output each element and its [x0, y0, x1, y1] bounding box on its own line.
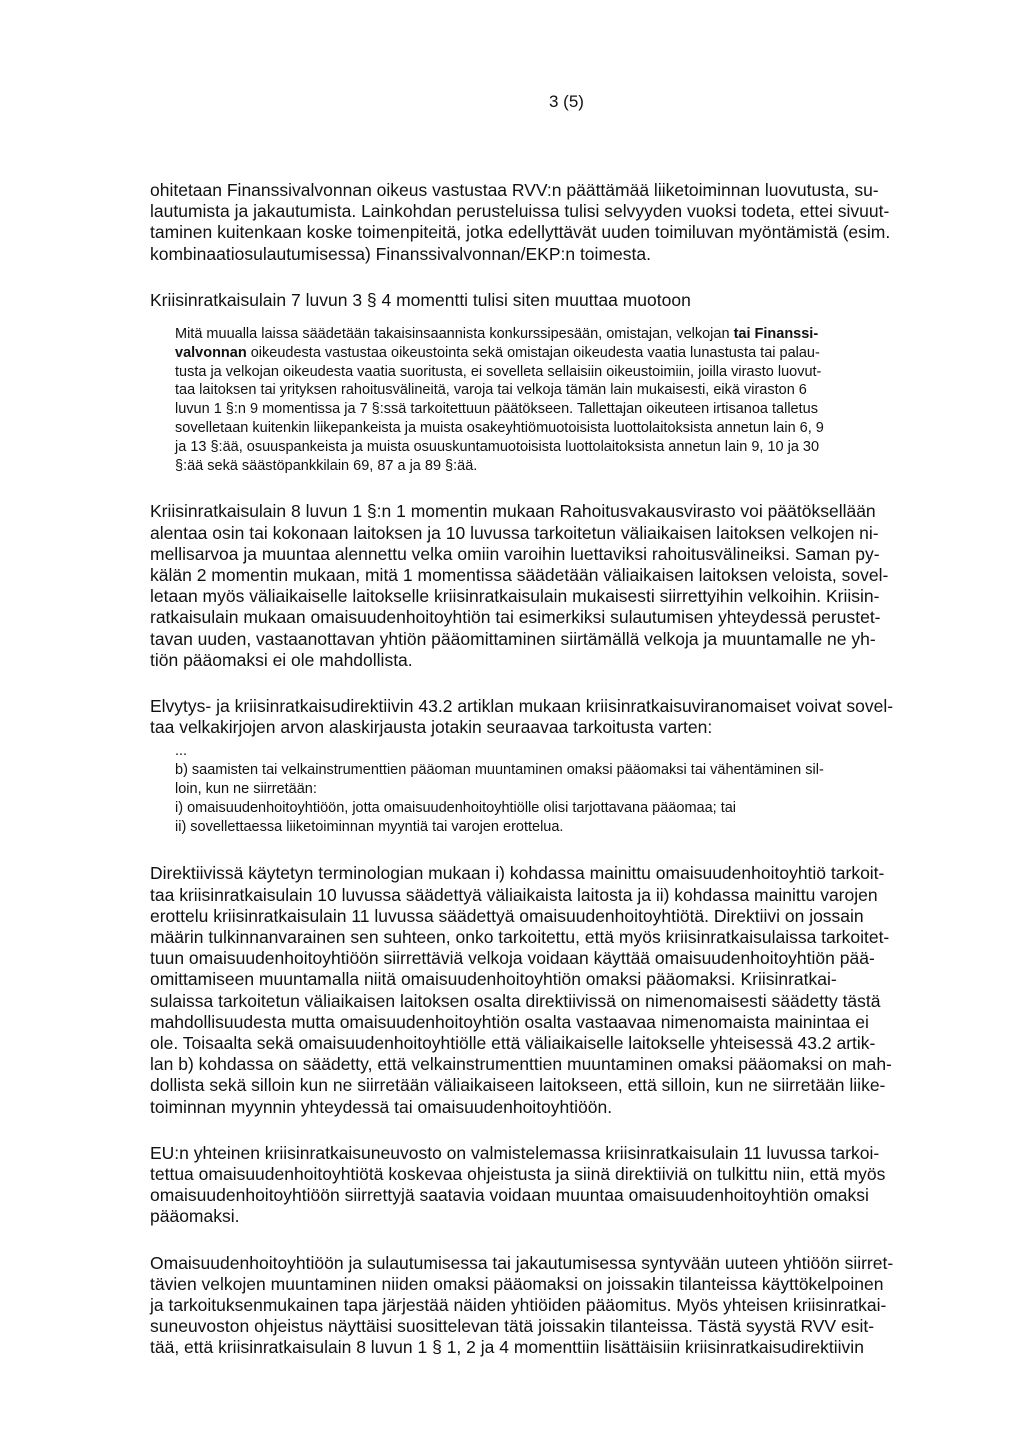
text-line: lautumista ja jakautumista. Lainkohdan perusteluissa tulisi selvyyden vuoksi todeta, ettei sivuut-: [150, 201, 890, 222]
text-run: oikeudesta vastustaa oikeustointa sekä omistajan oikeudesta vaatia lunastusta tai palau-: [246, 344, 820, 361]
text-line: letaan myös väliaikaiselle laitokselle kriisinratkaisulain mukaisesti siirrettyihin velkoihin. Kriisin-: [150, 586, 880, 607]
paragraph-4: [150, 863, 928, 1117]
text-line: lan b) kohdassa on säädetty, että velkainstrumenttien muuntaminen omaksi pääomaksi on mah-: [150, 1054, 892, 1075]
text-line: määrin tulkinnanvarainen sen suhteen, onko tarkoitettu, että myös kriisinratkaisulaissa tarkoitet-: [150, 927, 890, 948]
text-line: dollista sekä silloin kun ne siirretään väliaikaiseen laitokseen, että silloin, kun ne siirretään liike-: [150, 1075, 886, 1096]
text-line: mahdollisuudesta mutta omaisuudenhoitoyhtiön osalta vastaavaa nimenomaista mainintaa ei: [150, 1011, 869, 1032]
paragraph-1: [150, 180, 928, 265]
text-line: omaisuudenhoitoyhtiöön siirrettyjä saatavia voidaan muuntaa omaisuudenhoitoyhtiön omaksi: [150, 1185, 869, 1206]
text-line: Kriisinratkaisulain 7 luvun 3 § 4 momentti tulisi siten muuttaa muotoon: [150, 289, 691, 310]
amendment-intro: [150, 290, 928, 311]
text-line: ratkaisulain mukaan omaisuudenhoitoyhtiön tai esimerkiksi sulautumisen yhteydessä perustet-: [150, 607, 881, 628]
text-line: alentaa osin tai kokonaan laitoksen ja 10 luvussa tarkoitetun väliaikaisen laitoksen velkojen ni-: [150, 522, 879, 543]
text-line: EU:n yhteinen kriisinratkaisuneuvosto on valmistelemassa kriisinratkaisulain 11 luvussa tarkoi-: [150, 1142, 880, 1163]
text-line: b) saamisten tai velkainstrumenttien pääoman muuntaminen omaksi pääomaksi tai vähentäminen sil-: [175, 762, 824, 779]
paragraph-6: [150, 1253, 928, 1359]
directive-quote: [175, 742, 928, 836]
text-line: omittamiseen muuntamalla niitä omaisuudenhoitoyhtiön omaksi pääomaksi. Kriisinratkai-: [150, 969, 837, 990]
text-line: i) omaisuudenhoitoyhtiöön, jotta omaisuudenhoitoyhtiölle olisi tarjottavana pääomaa; tai: [175, 799, 737, 816]
text-line: kälän 2 momentin mukaan, mitä 1 momentissa säädetään väliaikaisen laitoksen veloista, sovel-: [150, 565, 889, 585]
text-line: tusta ja velkojan oikeudesta vaatia suoritusta, ei sovelleta sellaisiin oikeustoimiin, joilla virasto luovut-: [175, 363, 822, 380]
text-line: Direktiivissä käytetyn terminologian mukaan i) kohdassa mainittu omaisuudenhoitoyhtiö tarkoit-: [150, 863, 885, 884]
paragraph-3: [150, 696, 928, 738]
text-line: tuun omaisuudenhoitoyhtiöön siirrettäviä velkoja voidaan käyttää omaisuudenhoitoyhtiön pää-: [150, 948, 875, 969]
text-line: ii) sovellettaessa liiketoiminnan myyntiä tai varojen erottelua.: [175, 818, 564, 835]
text-line: taa kriisinratkaisulain 10 luvussa säädettyä väliaikaista laitosta ja ii) kohdassa mainittu varojen: [150, 884, 878, 905]
text-line: Kriisinratkaisulain 8 luvun 1 §:n 1 momentin mukaan Rahoitusvakausvirasto voi päätöksellään: [150, 501, 876, 522]
text-line: erottelu kriisinratkaisulain 11 luvussa säädettyä omaisuudenhoitoyhtiötä. Direktiivi on jossain: [150, 905, 864, 926]
text-line: Omaisuudenhoitoyhtiöön ja sulautumisessa tai jakautumisessa syntyvään uuteen yhtiöön siirret-: [150, 1252, 894, 1273]
text-line: taminen kuitenkaan koske toimenpiteitä, jotka edellyttävät uuden toimiluvan myöntämistä (esim.: [150, 222, 891, 243]
text-line: luvun 1 §:n 9 momentissa ja 7 §:ssä tarkoitettuun päätökseen. Tallettajan oikeuteen irtisanoa talletus: [175, 401, 818, 418]
text-line: pääomaksi.: [150, 1206, 240, 1227]
text-line: [175, 325, 928, 344]
text-line: suneuvoston ohjeistus näyttäisi suosittelevan tätä joissakin tilanteissa. Tästä syystä RVV esit-: [150, 1316, 875, 1337]
text-line: ohitetaan Finanssivalvonnan oikeus vastustaa RVV:n päättämää liiketoiminnan luovutusta, su-: [150, 180, 879, 200]
text-line: tävien velkojen muuntaminen niiden omaksi pääomaksi on joissakin tilanteissa käyttökelpoinen: [150, 1273, 884, 1294]
document-body: [150, 180, 928, 1384]
text-line: taa laitoksen tai yrityksen rahoitusvälineitä, varoja tai velkoja tämän lain mukaisesti, eikä viraston 6: [175, 382, 807, 399]
text-line: taa velkakirjojen arvon alaskirjausta jotakin seuraavaa tarkoitusta varten:: [150, 717, 713, 738]
text-line: §:ää sekä säästöpankkilain 69, 87 a ja 89 §:ää.: [175, 457, 478, 474]
text-line: tiön pääomaksi ei ole mahdollista.: [150, 649, 413, 670]
text-line: sulaissa tarkoitetun väliaikaisen laitoksen osalta direktiivissä on nimenomaisesti säädetty tästä: [150, 990, 881, 1011]
text-line: toiminnan myynnin yhteydessä tai omaisuudenhoitoyhtiöön.: [150, 1096, 613, 1117]
paragraph-2: [150, 501, 928, 671]
text-line: tavan uuden, vastaanottavan yhtiön pääomittaminen siirtämällä velkoja ja muuntamalle ne yh-: [150, 628, 876, 649]
text-run: Mitä muualla laissa säädetään takaisinsaannista konkurssipesään, omistajan, velkojan: [175, 326, 734, 343]
paragraph-5: [150, 1143, 928, 1228]
text-line: tettua omaisuudenhoitoyhtiötä koskevaa ohjeistusta ja siinä direktiiviä on tulkittu niin, että myös: [150, 1164, 886, 1185]
text-line: ...: [175, 743, 188, 760]
text-line: Elvytys- ja kriisinratkaisudirektiivin 43.2 artiklan mukaan kriisinratkaisuviranomaiset voivat sovel-: [150, 696, 894, 717]
text-line: ja tarkoituksenmukainen tapa järjestää näiden yhtiöiden pääomitus. Myös yhteisen kriisinratkai-: [150, 1295, 887, 1316]
proposed-law-text: [175, 325, 928, 475]
bold-text: tai Finanssi-: [733, 326, 819, 343]
text-line: kombinaatiosulautumisessa) Finanssivalvonnan/EKP:n toimesta.: [150, 243, 651, 264]
text-line: [175, 344, 928, 363]
text-line: loin, kun ne siirretään:: [175, 781, 317, 798]
bold-text: valvonnan: [175, 344, 247, 361]
text-line: tää, että kriisinratkaisulain 8 luvun 1 § 1, 2 ja 4 momenttiin lisättäisiin kriisinratkaisudirektiivin: [150, 1337, 864, 1358]
text-line: mellisarvoa ja muuntaa alennettu velka omiin varoihin luettaviksi rahoitusvälineiksi. Saman py-: [150, 543, 880, 564]
text-line: sovelletaan kuitenkin liikepankeista ja muista osakeyhtiömuotoisista luottolaitoksista annetun lain 6, 9: [175, 420, 824, 436]
page-number: 3 (5): [549, 92, 584, 111]
text-line: ole. Toisaalta sekä omaisuudenhoitoyhtiölle että väliaikaiselle laitokselle yhteisessä 43.2 artik-: [150, 1033, 876, 1054]
text-line: ja 13 §:ää, osuuspankeista ja muista osuuskuntamuotoisista luottolaitoksista annetun lain 9, 10 ja 30: [175, 438, 820, 455]
